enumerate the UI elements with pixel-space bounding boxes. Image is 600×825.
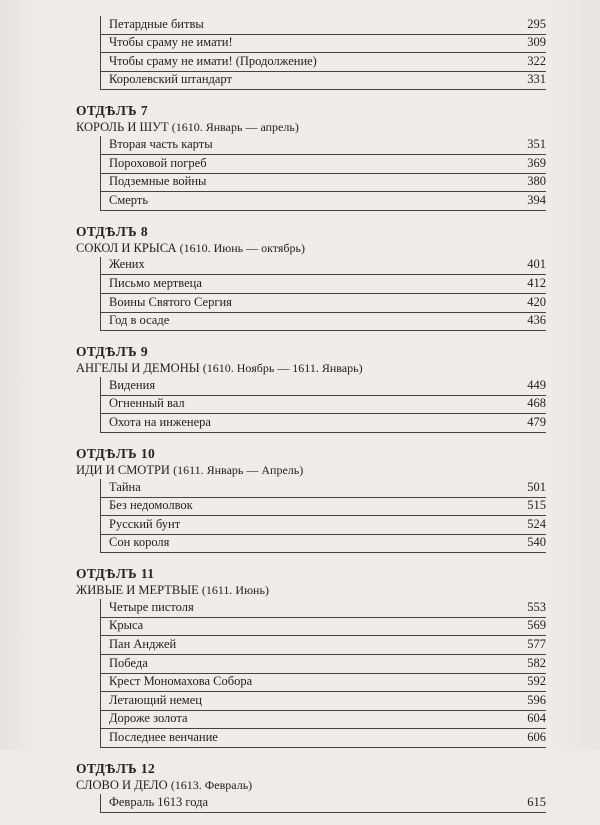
toc-entry[interactable] <box>100 414 546 433</box>
toc-entry[interactable] <box>100 692 546 711</box>
toc-entry[interactable] <box>100 655 546 674</box>
entry-title: Крест Мономахова Собора <box>109 674 253 689</box>
entry-title: Крыса <box>109 618 144 633</box>
toc-entry[interactable] <box>100 636 546 655</box>
entry-title: Вторая часть карты <box>109 136 213 151</box>
entry-page: 309 <box>527 35 546 50</box>
entry-title: Пан Анджей <box>109 637 177 652</box>
toc-entry[interactable] <box>100 618 546 637</box>
entry-title: Петардные битвы <box>109 16 204 31</box>
entry-page: 468 <box>527 396 546 411</box>
entry-title: Воины Святого Сергия <box>109 294 232 309</box>
entry-page: 369 <box>527 155 546 170</box>
toc-entry[interactable] <box>100 396 546 415</box>
entry-page: 322 <box>527 53 546 68</box>
section-title-line[interactable] <box>76 119 546 136</box>
section-heading: ОТДѢЛЪ 7 <box>76 103 148 119</box>
entry-title: Год в осаде <box>109 313 170 328</box>
section-title: СОКОЛ И КРЫСА <box>76 240 177 255</box>
entry-page: 592 <box>527 674 546 689</box>
entry-page: 553 <box>527 599 546 614</box>
entry-page: 380 <box>527 174 546 189</box>
intro-entries <box>76 16 546 90</box>
section-title: СЛОВО И ДЕЛО <box>76 778 168 793</box>
entry-page: 412 <box>527 275 546 290</box>
toc-entry[interactable] <box>100 35 546 54</box>
toc-entry[interactable] <box>100 155 546 174</box>
entry-title: Без недомолвок <box>109 498 193 513</box>
entry-page: 615 <box>527 794 546 809</box>
entry-page: 331 <box>527 72 546 87</box>
section-title: АНГЕЛЫ И ДЕМОНЫ <box>76 361 200 376</box>
toc-entry[interactable] <box>100 16 546 35</box>
entry-title: Русский бунт <box>109 516 181 531</box>
entry-page: 295 <box>527 16 546 31</box>
section-dates: (1613. Февраль) <box>170 778 253 793</box>
toc-section <box>76 565 546 748</box>
section-heading: ОТДѢЛЪ 8 <box>76 223 148 239</box>
section-title: КОРОЛЬ И ШУТ <box>76 120 169 135</box>
section-dates: (1610. Ноябрь — 1611. Январь) <box>202 361 363 376</box>
entry-page: 436 <box>527 313 546 328</box>
entry-title: Охота на инженера <box>109 414 211 429</box>
toc-entry[interactable] <box>100 377 546 396</box>
toc-section <box>76 223 546 331</box>
section-heading: ОТДѢЛЪ 9 <box>76 344 148 360</box>
entry-title: Победа <box>109 655 148 670</box>
section-title-line[interactable] <box>76 240 546 257</box>
entry-page: 351 <box>527 136 546 151</box>
section-dates: (1611. Июнь) <box>201 583 269 598</box>
entry-title: Королевский штандарт <box>109 72 232 87</box>
entry-title: Чтобы сраму не имати! <box>109 35 233 50</box>
entry-title: Видения <box>109 377 156 392</box>
toc-entry[interactable] <box>100 174 546 193</box>
toc-entry[interactable] <box>100 498 546 517</box>
section-title-line[interactable] <box>76 777 546 794</box>
entry-page: 449 <box>527 377 546 392</box>
toc-entry[interactable] <box>100 794 546 813</box>
toc-entry[interactable] <box>100 53 546 72</box>
toc-section <box>76 760 546 813</box>
toc-entry[interactable] <box>100 535 546 554</box>
entry-title: Жених <box>109 257 145 272</box>
toc-entry[interactable] <box>100 674 546 693</box>
toc-section <box>76 343 546 433</box>
entry-page: 577 <box>527 637 546 652</box>
entry-title: Сон короля <box>109 535 170 550</box>
toc-entry[interactable] <box>100 599 546 618</box>
toc-entry[interactable] <box>100 294 546 313</box>
toc-entry[interactable] <box>100 729 546 748</box>
entry-title: Письмо мертвеца <box>109 275 202 290</box>
entry-title: Февраль 1613 года <box>109 794 209 809</box>
section-title: ИДИ И СМОТРИ <box>76 462 170 477</box>
toc-entry[interactable] <box>100 313 546 332</box>
section-dates: (1611. Январь — Апрель) <box>173 462 304 477</box>
entry-title: Огненный вал <box>109 396 185 411</box>
toc-entry[interactable] <box>100 516 546 535</box>
entry-page: 606 <box>527 730 546 745</box>
sections-list <box>76 102 546 812</box>
entry-page: 524 <box>527 516 546 531</box>
entry-title: Четыре пистоля <box>109 599 194 614</box>
entry-page: 501 <box>527 479 546 494</box>
entry-page: 540 <box>527 535 546 550</box>
entry-page: 569 <box>527 618 546 633</box>
toc-entry[interactable] <box>100 479 546 498</box>
section-title: ЖИВЫЕ И МЕРТВЫЕ <box>76 583 199 598</box>
section-heading: ОТДѢЛЪ 11 <box>76 566 155 582</box>
entry-page: 394 <box>527 192 546 207</box>
toc-entry[interactable] <box>100 711 546 730</box>
section-title-line[interactable] <box>76 582 546 599</box>
table-of-contents <box>76 16 546 825</box>
entry-page: 515 <box>527 498 546 513</box>
section-heading: ОТДѢЛЪ 12 <box>76 761 156 777</box>
section-title-line[interactable] <box>76 360 546 377</box>
entry-page: 401 <box>527 257 546 272</box>
entry-page: 582 <box>527 655 546 670</box>
entry-title: Последнее венчание <box>109 730 218 745</box>
section-title-line[interactable] <box>76 462 546 479</box>
toc-entry[interactable] <box>100 275 546 294</box>
toc-entry[interactable] <box>100 136 546 155</box>
entry-page: 604 <box>527 711 546 726</box>
entry-title: Подземные войны <box>109 174 207 189</box>
entry-page: 420 <box>527 294 546 309</box>
entry-title: Чтобы сраму не имати! (Продолжение) <box>109 53 317 68</box>
entry-page: 596 <box>527 692 546 707</box>
toc-entry[interactable] <box>100 192 546 211</box>
section-dates: (1610. Июнь — октябрь) <box>179 240 305 255</box>
entry-title: Смерть <box>109 192 149 207</box>
entry-page: 479 <box>527 414 546 429</box>
section-dates: (1610. Январь — апрель) <box>171 120 299 135</box>
entry-title: Пороховой погреб <box>109 155 207 170</box>
toc-section <box>76 445 546 553</box>
toc-entry[interactable] <box>100 72 546 91</box>
section-heading: ОТДѢЛЪ 10 <box>76 445 156 461</box>
toc-entry[interactable] <box>100 257 546 276</box>
entry-title: Тайна <box>109 479 141 494</box>
entry-title: Летающий немец <box>109 692 202 707</box>
toc-section <box>76 102 546 210</box>
entry-title: Дороже золота <box>109 711 188 726</box>
